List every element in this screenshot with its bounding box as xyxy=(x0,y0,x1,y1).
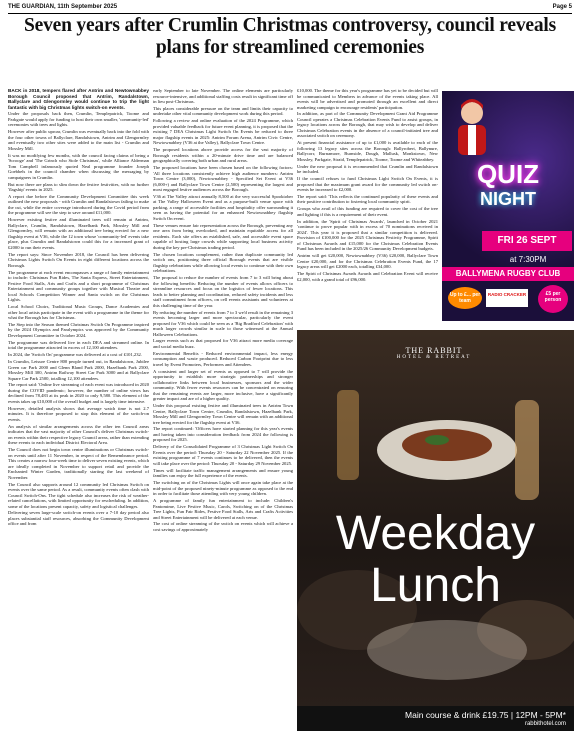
quiz-night-advert[interactable] xyxy=(442,91,574,321)
ad-title-quiz: QUIZ xyxy=(476,159,540,189)
article-paragraph: Under this proposal existing festive and illuminated trees in Antrim Town Centre, Ballyclare Town Centre, Crumlin, Randalstown, Hazelbank Park, Mossley Mill and Glengormley Town Centre will remain with an additional tree being erected for the flagship event at V36. xyxy=(153,403,293,425)
article-paragraph: The chosen locations complement, rather than duplicate community led switch ons, positioning three official Borough events that are visible flagship celebrations while allowing local events to continue with their own celebrations. xyxy=(153,251,293,274)
article-paragraph: V36 at The Valley attract annually 8,500 at the very successful Spooktober at The Valley Halloween Event and as a purpose-built venue space with parking, a range of accessible facilities and hospitality offer surrounding it seen as having the potential for an enhanced Newtownabbey flagship Switch On event. xyxy=(153,193,293,221)
ad-event-time: at 7:30PM xyxy=(509,255,547,264)
article-paragraph: Following a review and online evaluation of the 2024 Programme, which provided valuable feedback for future event planning, it is proposed that the existing 7 DEA Christmas Light Switch On Events be reduced to three major flagship events in 2025: Antrim Forum Arena, Antrim Civic Centre, Newtownabbey (V36 at the Valley), Ballyclare Town Centre. xyxy=(153,118,293,146)
article-column-2 xyxy=(153,88,293,731)
ad-price-badge: £5 per person xyxy=(538,285,568,313)
article-paragraph: At present financial assistance of up to £1,000 is available to each of the following 13 legacy sites across the Borough: Ballyrobert, Ballynure, Ballycorr, Burnamore, Burnside, Dough, Mallusk, Monkstown, New Mossley, Parkgate, Straid, Templepatrick, Toome, Toome and Whiteabbey. xyxy=(297,140,438,162)
article-paragraph: In addition, the 'Spirit of Christmas Awards', launched in October 2021 'continue to prove popular with in excess of 70 nominations received in 2024'. This year it is proposed that a similar competition is delivered. Provision of £100,000 for the 2025 Christmas Festivity Programme, Spirit of Christmas Awards and £15,000 for the Christmas Celebration Events Fund has been included in the 2025/26 Community Development budgets. xyxy=(297,218,438,252)
article-paragraph: In Crumlin, Leisure Centre 800 people turned out, in Randalstown, Jubilee Green car Park 2000 and Glenn Bland Park 2000, Hazelbank Park 2500, Mossley Mill 300, Antrim Railway Street Car Park 3000 and at Ballyclare Square Car Park 2500, totalling 12,100 attendees. xyxy=(8,359,149,381)
article-paragraph: early September to late November. The online elements are particularly resource-intensive, and additional staffing costs result in significant time off in lieu post-Christmas. xyxy=(153,88,293,104)
masthead xyxy=(8,2,572,14)
article-paragraph: The programme at each event encompasses a range of family entertainment to include: Christmas Fun Rides, The Santa Express, Street Entertainment, Festive Food Stalls, Arts and Crafts and a short programme of Christmas Entertainment and community groups together with Musical Theatre and local Schools Competition Winner and Santa switch on the Christmas Lights. xyxy=(8,269,149,303)
article-paragraph: Under the proposals back then, Crumlin, Templepatrick, Toome and Parkgate would apply for funding to host their own smaller, 'community-led' ceremonies with trees and lights. xyxy=(8,111,149,128)
quiz-host-illustration xyxy=(446,95,498,155)
ad-prize-badge: Up to £... per team xyxy=(448,287,482,309)
article-paragraph: In addition, as part of the Community Development Grant Aid Programme Council operates a Christmas Celebration Events Fund to assist groups, in legacy locations across the Borough, that may wish to develop and deliver Christmas Celebration events in the absence of a council-initiated tree and associated switch on ceremony. xyxy=(297,111,438,139)
article-paragraph: The Spirit of Christmas Awards Awards and Celebration Event will receive £2,000, with a grand total of £96,000. xyxy=(297,271,438,282)
article-paragraph: £10,000. The theme for this year's programme has yet to be decided but will be communicated to Members in advance of the events taking place. All events will be advertised and promoted through an excellent and direct marketing campaign to encourage residents' participation. xyxy=(297,88,438,110)
article-paragraph: However existing festive and illuminated trees will remain at Antrim, Ballyclare, Crumlin, Randalstown, Hazelbank Park, Mossley Mill and Glengormley, will remain with an additional tree being erected for a new flagship event at V36, while the 12 town whose 'community-led' events take place, plus Crumlin and Randalstown could this for a increased grant of £2000 to run their events. xyxy=(8,217,149,250)
ad-event-date: FRI 26 SEPT xyxy=(482,231,572,251)
article-paragraph: Groups who avail of this funding are required to cover the cost of the tree and lighting if this is a requirement of their event. xyxy=(297,206,438,217)
article-paragraph: The proposed locations have been chosen based on the following factors: 'All three locations consistently achieve high audience numbers: Antrim Town Centre (3,000), Newtownabbey - Specified Set Event at V36 (6,000+) and Ballyclare Town Centre (2,500) representing the largest and most engaged festive audiences across the Borough. xyxy=(153,165,293,193)
article-paragraph: BACK in 2018, tempers flared after Antrim and Newtownabbey Borough Council proposed that Antrim, Randalstown, Ballyclare and Glengormley would continue to trip the light fantastic with big Christmas lights switch-on events. xyxy=(8,88,149,110)
article-paragraph: The Council also supports around 12 community led Christmas Switch on events over the same period. As a result, community events often clash with Council Switch-Ons. The tight schedule also increases the risk of weather-related cancellations, with limited opportunity for rescheduling. In addition, some of the locations present capacity, safety and logistical challenges. xyxy=(8,481,149,509)
article-paragraph: However, detailed analysis shows that average watch time is not 2.7 minutes. It is therefore proposed to stop this element of the switch-on events. xyxy=(8,405,149,422)
article-paragraph: It was no modifying few months, with the council facing claims of being a 'Scrooge' and 'The Grinch who Stole Christmas', while Alliance Alderman Tom Campbell infamously quoted Neal programme founder Joseph Goebbels in the council chamber when discussing the messaging by campaigners in Crumlin. xyxy=(8,152,149,180)
article-paragraph: The Step into the Season themed Christmas Switch On Programme inspired by the 2024 Olympics and Paralympics was approved by the Community Development Committee in October 2024. xyxy=(8,321,149,338)
ad-title-night: NIGHT xyxy=(480,189,536,209)
article-paragraph: The proposed locations above provide access for the vast majority of Borough residents within a 20-minute drive time and are balanced geographically covering both urban and rural areas. xyxy=(153,147,293,164)
article-paragraph: In 2024, the 'Switch On' programme was delivered at a cost of £101,232. xyxy=(8,352,142,358)
ad-venue: BALLYMENA RUGBY CLUB xyxy=(442,267,574,281)
article-column-1 xyxy=(8,88,149,731)
article-paragraph: These venues ensure fair representation across the Borough, preventing any one area from being overlooked, and maintain equitable access for all residents. Each site offers an established, safe, and accessible event space capable of hosting large crowds while supporting local business activity during the key pre-Christmas trading period. xyxy=(153,222,293,250)
article-paragraph: Times will facilitate traffic management arrangements and ensure young families can enjoy the full experience of the events. xyxy=(153,467,293,479)
ad-offer: Main course & drink £19.75 | 12PM - 5PM* xyxy=(405,710,566,720)
article-paragraph: This places considerable pressure on the team and limits their capacity to undertake other vital community development work during this period. xyxy=(153,105,293,117)
ad-sponsor-logo: RADIO CRACKER xyxy=(486,289,528,307)
article-paragraph: The report said: 'Online live streaming of each event was introduced in 2020 during the COVID pandemic; however, the number of online views has declined from 78,483 at its peak in 2020 to only 9,580. This element of the events takes up £10,000 of the overall budget and is largely time intensive. xyxy=(8,382,149,404)
article-paragraph: An analysis of similar arrangements across the other ten Council areas indicates that the vast majority of other Council's deliver Christmas switch-on events within their respective legacy Council areas, rather than extending these events to each individual District Electoral Area. xyxy=(8,423,149,446)
hotel-logo xyxy=(389,346,479,360)
article-paragraph: The cost of online streaming of the switch on events which will achieve a cost savings of approximately xyxy=(153,521,293,532)
ad-headline-lunch: Lunch xyxy=(370,559,501,612)
article-paragraph: The report said: 'This reflects the continued popularity of these events and their positive contribution to fostering local community spirit. xyxy=(297,193,438,205)
article-paragraph: A programme of family fun entertainment to include: Children's Pantomime, Live Festive Music, Carols, Switching on of the Christmas Tree Lights, Fun Fair Rides, Festive Food Stalls, Arts and Crafts Activities and Street Entertainment will be delivered at each venue. xyxy=(153,498,293,520)
article-paragraph: Delivering seven large-scale switch-on events over a 7-10 day period also places substantial staff resources, absorbing the Community Development office and from xyxy=(8,510,149,527)
article-paragraph: The proposal to reduce the number of events from 7 to 3 will bring about the following benefits: Reducing the number of events allows officers to streamline resources and focus on the logistics of fewer locations. This leads to better planning and coordination, reduced safety incidents and less staff commitment from officers, on cell events assistants and volunteers at this challenging time of the year. xyxy=(153,275,293,308)
article-paragraph: By reducing the number of events from 7 to 3 we'd result in the remaining 3 events becoming larger and more spectacular, particularly the event proposed for V36 which could be seen as a 'Big Bradford Celebration' with much larger crowds similar in scale to those witnessed at the Annual Halloween Celebrations. xyxy=(153,309,293,337)
article-paragraph: Environmental Benefits - Reduced environmental impact, less energy consumption and waste produced. Reduced Carbon Footprint due to less travel by Event Promoters, Performers and Attendees. xyxy=(153,350,293,367)
article-paragraph: The report says: Since November 2018, the Council has been delivering Christmas Lights Switch On Events in eight different locations across the Borough. xyxy=(8,251,149,268)
article-paragraph: Local School Choirs, Traditional Music Groups, Dance Academies and other local artists participate in the event with a programme in the theme for what the Borough has for Christmas. xyxy=(8,304,149,321)
article-paragraph: If the council refuses to fund Christmas Light Switch On Events, it is proposed that the maximum grant award for the community led switch on-events be increased to £2,000. xyxy=(297,176,438,193)
ad-headline xyxy=(297,508,574,612)
hotel-brand: THE RABBIT xyxy=(405,346,463,355)
article-paragraph: Under the new proposal it is recommended that Crumlin and Randalstown be included. xyxy=(297,163,438,175)
ad-website-link[interactable]: rabbithotel.com xyxy=(524,721,566,727)
article-paragraph: The Council does not begin town centre illuminations or Christmas switch-on events until after 11 November, in respect of the Remembrance period. This creates a narrow four-week time to deliver seven existing events, which are ideally completed in November to support retail and provide the Enchanted Winter Garden, traditionally starting the last weekend of November. xyxy=(8,447,149,480)
article-paragraph: Delivery of the Consolidated Programme of 3 Christmas Light Switch On Events over the period: Thursday 20 - Saturday 22 November 2025. If the existing programme of 7 events continues to be delivered, then the events will take place over the period: Thursday 20 - Saturday 29 November 2025. xyxy=(153,444,293,466)
article-paragraph: The programme was delivered live in each DEA and streamed online. In total the programme attracted in excess of 12,100 attendees. xyxy=(8,339,149,351)
article-paragraph: The switching on of the Christmas Lights will once again take place at the mid-point of the proposed ninety-minute programme as opposed to the end in order to facilitate those attending with very young children. xyxy=(153,480,293,497)
article-headline: Seven years after Crumlin Christmas controversy, council reveals plans for streamlined ceremonies xyxy=(23,15,557,58)
article-paragraph: A report due before the Community Development Committee this week outlined the new proposals - with Crumlin and Randalstown failing to make the cut, while the entire coverage introduced during the Covid period from the programme will see the step to save around £11,000. xyxy=(8,193,149,216)
article-paragraph: Antrim will get £20,000, Newtownabbey (V36) £20,000, Ballyclare Town Centre £20,000, and for the Christmas Celebration Events Fund, the 17 legacy areas will get £2000 each, totalling £34,000. xyxy=(297,253,438,270)
article-paragraph: But now there are plans to slim down the festive festivities, with no further 'flagship' events in 2025. xyxy=(8,181,149,193)
article-paragraph: Larger events such as that proposed for V36 attract more media coverage and social media buzz. xyxy=(153,338,293,349)
masthead-date: THE GUARDIAN, 11th September 2025 xyxy=(8,4,118,10)
article-paragraph: However after public uproar, Crumlin was eventually back into the fold with the four other towns of Ballyclare, Randalstown, Antrim and Glengormley and eventually two other sites were added to the main list - Crumlin and Mossley Mill. xyxy=(8,129,149,151)
ad-headline-weekday: Weekday xyxy=(335,507,536,560)
hotel-brand-subtitle: HOTEL & RETREAT xyxy=(396,355,472,360)
article-paragraph: The report continued: 'Officers have started planning for this year's events and having taken into consideration feedback from 2024 the following is proposed for 2025. xyxy=(153,426,293,443)
page-number: Page 5 xyxy=(552,4,572,10)
rabbit-hotel-advert[interactable] xyxy=(297,330,574,731)
article-paragraph: A consistent and larger set of events as opposed to 7 will provide the opportunity to establish more strategic partnerships and stronger collaborative links between local businesses, sponsors and the wider community. With fewer events resources can be concentrated on ensuring that the remaining events are larger, more inclusive, have a significantly greater impact and are of a higher quality. xyxy=(153,368,293,402)
